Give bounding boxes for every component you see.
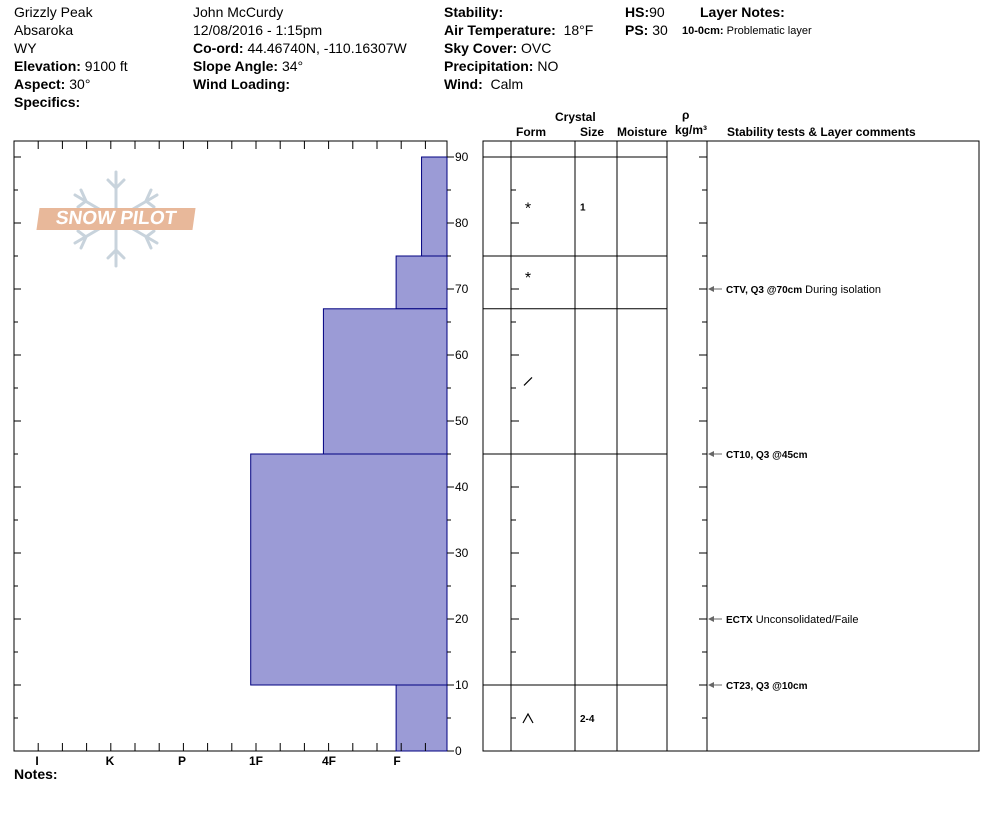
specifics-label: Specifics: xyxy=(14,94,81,110)
stability-label: Stability: xyxy=(444,4,504,20)
sky-value: OVC xyxy=(521,40,552,56)
form-header: Form xyxy=(516,125,546,139)
stability-test-comment: During isolation xyxy=(802,284,881,296)
aspect-value: 30° xyxy=(69,76,91,92)
hardness-scale-label: 1F xyxy=(248,754,264,768)
stability-test-code: CT23, Q3 @10cm xyxy=(726,681,808,692)
hardness-scale-label: K xyxy=(105,754,115,768)
coord-label: Co-ord: xyxy=(193,40,244,56)
arrow-left-icon xyxy=(708,616,714,622)
ps-value: 30 xyxy=(652,22,668,38)
stability-test-code: CT10, Q3 @45cm xyxy=(726,450,808,461)
size-header: Size xyxy=(580,125,605,139)
crystal-form-symbol: * xyxy=(524,200,532,218)
hardness-bar-0 xyxy=(422,157,447,256)
hardness-scale-label: P xyxy=(177,754,187,768)
ps-label: PS: xyxy=(625,22,649,38)
density-unit-header: kg/m³ xyxy=(675,123,708,137)
wind-loading-label: Wind Loading: xyxy=(193,76,291,92)
precip-label: Precipitation: xyxy=(444,58,534,74)
hardness-bar-1 xyxy=(396,256,447,309)
notes-label: Notes: xyxy=(14,766,58,782)
location-name: Grizzly Peak xyxy=(14,4,93,20)
arrow-left-icon xyxy=(708,286,714,292)
arrow-left-icon xyxy=(708,682,714,688)
layer-notes-title: Layer Notes: xyxy=(700,4,785,20)
hardness-bar-2 xyxy=(323,309,447,454)
state: WY xyxy=(14,40,37,56)
crystal-size-label: 1 xyxy=(580,202,586,214)
crystal-form-symbol: * xyxy=(524,269,532,287)
sky-label: Sky Cover: xyxy=(444,40,518,56)
stability-test-comment: Unconsolidated/Faile xyxy=(752,614,859,626)
coord-value: 44.46740N, -110.16307W xyxy=(247,40,407,56)
wind-value: Calm xyxy=(490,76,524,92)
stability-test-code: CTV, Q3 @70cm xyxy=(726,285,803,296)
observer-name: John McCurdy xyxy=(193,4,284,20)
slope-label: Slope Angle: xyxy=(193,58,279,74)
hardness-scale-label: I xyxy=(35,754,39,768)
logo-text: SNOW PILOT xyxy=(36,208,195,230)
crystal-form-symbol xyxy=(524,377,532,385)
depth-tick-label: 0 xyxy=(455,744,462,758)
arrow-left-icon xyxy=(708,451,714,457)
air-temp-value: 18°F xyxy=(563,22,594,38)
depth-tick-label: 80 xyxy=(455,216,469,230)
crystal-header: Crystal xyxy=(555,110,596,124)
layer-table-frame xyxy=(483,141,979,751)
depth-tick-label: 70 xyxy=(455,282,469,296)
layer-note-text: Problematic layer xyxy=(726,25,812,37)
mountain-range: Absaroka xyxy=(14,22,74,38)
depth-tick-label: 50 xyxy=(455,414,469,428)
precip-value: NO xyxy=(537,58,559,74)
layer-note-range: 10-0cm: xyxy=(682,25,724,37)
elevation-label: Elevation: xyxy=(14,58,81,74)
stability-test-label xyxy=(726,681,808,692)
elevation-value: 9100 ft xyxy=(84,58,128,74)
stability-test-code: ECTX xyxy=(726,615,753,626)
depth-tick-label: 90 xyxy=(455,150,469,164)
stability-test-label xyxy=(726,450,808,461)
hardness-bar-3 xyxy=(251,454,447,685)
depth-tick-label: 40 xyxy=(455,480,469,494)
density-symbol-header: ρ xyxy=(682,108,690,122)
depth-tick-label: 60 xyxy=(455,348,469,362)
hs-value: 90 xyxy=(649,4,665,20)
air-temp-label: Air Temperature: xyxy=(444,22,556,38)
crystal-size-label: 2-4 xyxy=(580,714,595,725)
depth-tick-label: 20 xyxy=(455,612,469,626)
hardness-bar-4 xyxy=(396,685,447,751)
moisture-header: Moisture xyxy=(617,125,668,139)
depth-tick-label: 30 xyxy=(455,546,469,560)
stability-test-label xyxy=(726,284,881,296)
wind-label: Wind: xyxy=(444,76,483,92)
slope-value: 34° xyxy=(281,58,304,74)
stability-comments-header: Stability tests & Layer comments xyxy=(727,125,916,139)
hardness-scale-label: 4F xyxy=(321,754,337,768)
observation-datetime: 12/08/2016 - 1:15pm xyxy=(193,22,323,38)
hardness-scale-label: F xyxy=(393,754,401,768)
hs-label: HS: xyxy=(625,4,650,20)
stability-test-label xyxy=(726,614,858,626)
aspect-label: Aspect: xyxy=(14,76,66,92)
crystal-form-symbol xyxy=(523,714,533,723)
depth-tick-label: 10 xyxy=(455,678,469,692)
